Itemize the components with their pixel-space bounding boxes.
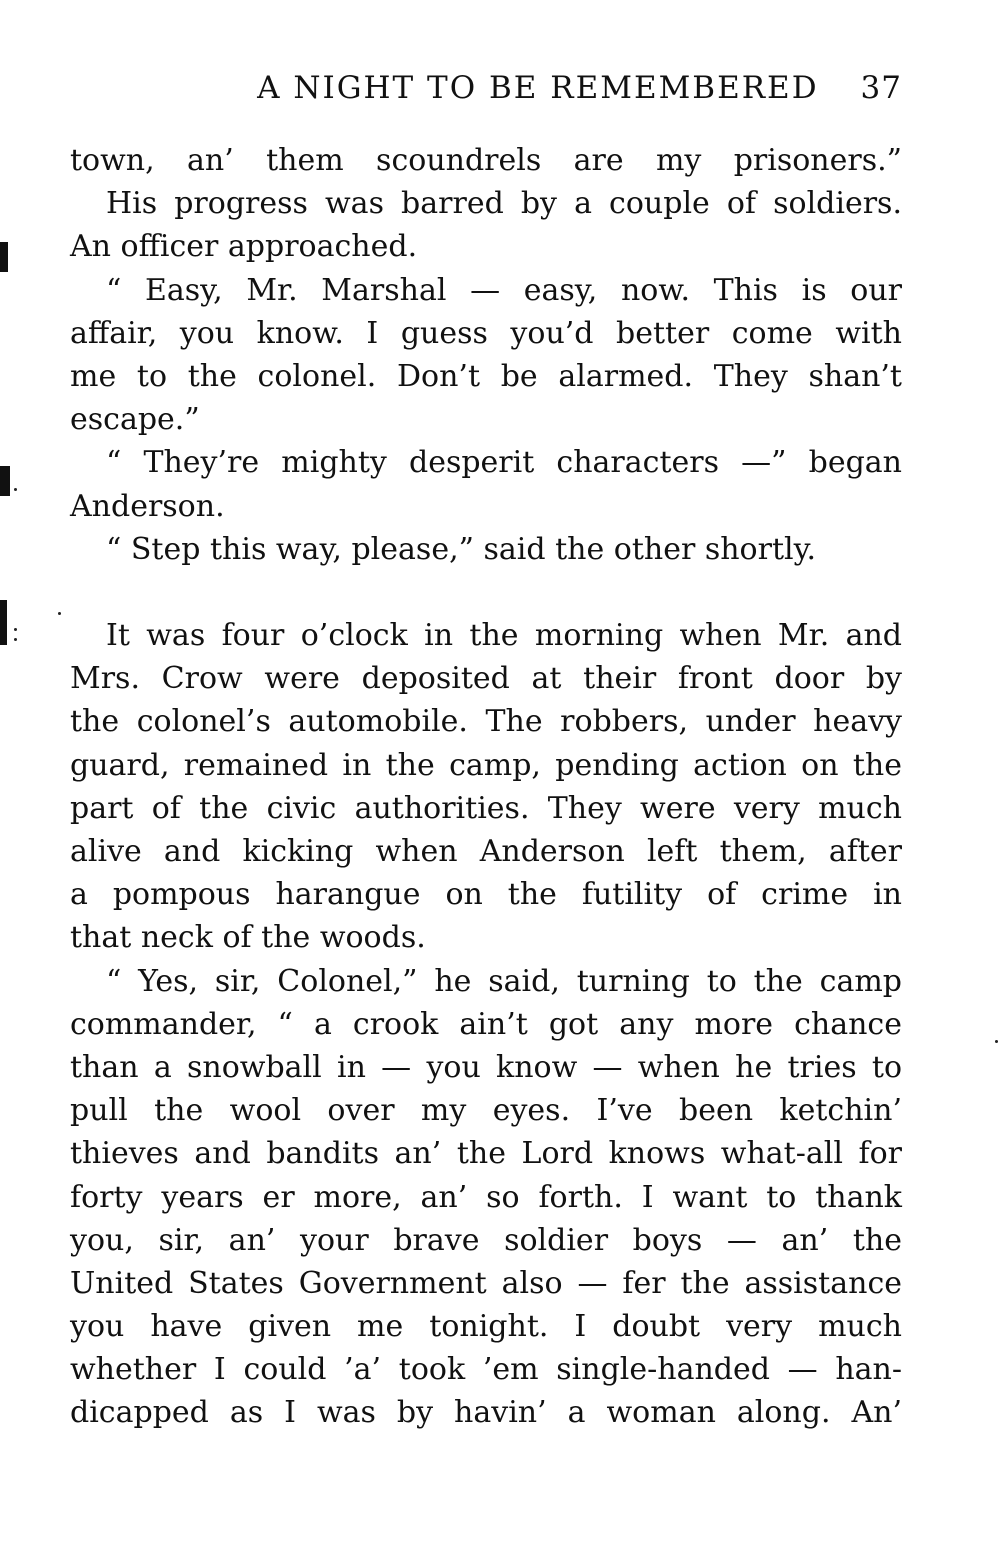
text-line: alive and kicking when Anderson left them, after bbox=[70, 834, 902, 869]
gutter-speck bbox=[58, 612, 61, 615]
text-line: escape.” bbox=[70, 402, 200, 438]
text-line: His progress was barred by a couple of soldiers. bbox=[106, 186, 902, 222]
text-line: United States Government also — fer the assistance bbox=[70, 1265, 902, 1301]
text-line: “ Step this way, please,” said the other shortly. bbox=[106, 531, 817, 567]
text-line: that neck of the woods. bbox=[70, 920, 426, 956]
page-number: 37 bbox=[860, 70, 902, 106]
gutter-speck bbox=[14, 628, 17, 631]
text-line: affair, you know. I guess you’d better come with bbox=[70, 315, 902, 351]
body-text bbox=[70, 139, 902, 1435]
text-line: Anderson. bbox=[70, 488, 225, 524]
text-line: “ They’re mighty desperit characters —” began bbox=[106, 445, 902, 481]
text-line: dicapped as I was by havin’ a woman along. An’ bbox=[70, 1395, 902, 1431]
text-line: a pompous harangue on the futility of crime in bbox=[70, 877, 902, 913]
text-line: you, sir, an’ your brave soldier boys — an’ the bbox=[70, 1222, 902, 1258]
text-line: than a snowball in — you know — when he tries to bbox=[70, 1049, 902, 1085]
text-line: An officer approached. bbox=[70, 229, 418, 265]
gutter-mark bbox=[0, 600, 7, 645]
text-line: Mrs. Crow were deposited at their front door by bbox=[70, 661, 902, 697]
gutter-mark bbox=[0, 242, 8, 272]
text-line: guard, remained in the camp, pending action on the bbox=[70, 747, 902, 783]
text-line: thieves and bandits an’ the Lord knows what-all for bbox=[70, 1136, 902, 1172]
text-line: “ Yes, sir, Colonel,” he said, turning to the camp bbox=[106, 963, 902, 999]
gutter-speck bbox=[14, 488, 17, 491]
text-line: commander, “ a crook ain’t got any more chance bbox=[70, 1006, 902, 1042]
text-line: the colonel’s automobile. The robbers, under heavy bbox=[70, 704, 902, 740]
text-line: It was four o’clock in the morning when Mr. and bbox=[106, 618, 902, 654]
text-line: me to the colonel. Don’t be alarmed. They shan’t bbox=[70, 358, 902, 394]
text-line: you have given me tonight. I doubt very much bbox=[70, 1309, 902, 1345]
text-line: whether I could ’a’ took ’em single-handed — han- bbox=[70, 1352, 902, 1388]
text-line: “ Easy, Mr. Marshal — easy, now. This is our bbox=[106, 272, 902, 308]
text-line: part of the civic authorities. They were very much bbox=[70, 790, 902, 826]
gutter-mark bbox=[0, 466, 10, 496]
text-line: town, an’ them scoundrels are my prisoners.” bbox=[70, 143, 902, 178]
running-head-title: A NIGHT TO BE REMEMBERED bbox=[257, 70, 819, 106]
text-line: pull the wool over my eyes. I’ve been ketchin’ bbox=[70, 1093, 902, 1129]
section-break bbox=[70, 571, 902, 614]
gutter-speck bbox=[14, 638, 17, 641]
running-header bbox=[70, 66, 902, 110]
gutter-speck bbox=[995, 1040, 998, 1043]
text-line: forty years er more, an’ so forth. I want to thank bbox=[70, 1179, 902, 1215]
